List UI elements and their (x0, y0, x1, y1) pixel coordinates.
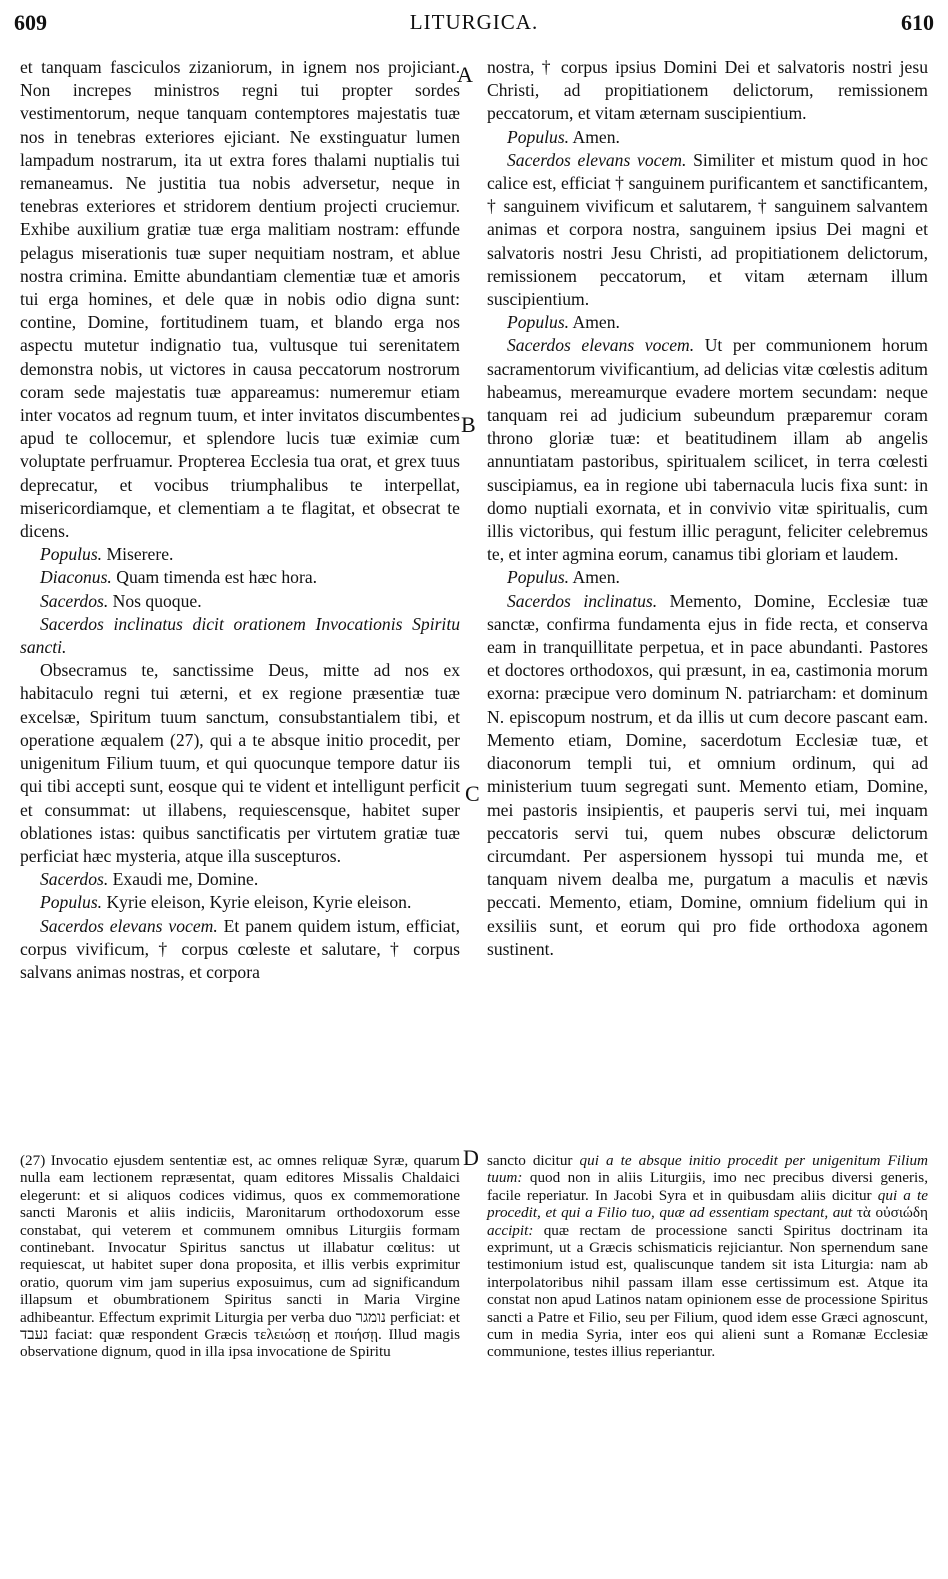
paragraph-text: Kyrie eleison, Kyrie eleison, Kyrie eleison. (102, 892, 412, 913)
footnote-right (487, 1152, 928, 1361)
paragraph (20, 590, 460, 613)
paragraph (20, 659, 460, 868)
speaker-rubric: Sacerdos. (40, 869, 109, 890)
paragraph-text: Amen. (569, 567, 620, 588)
paragraph (20, 613, 460, 659)
paragraph-text: nostra, † corpus ipsius Domini Dei et salvatoris nostri jesu Christi, ad propitiationem delictorum, remissionem peccatorum, et vitam æternam suscipientium. (487, 57, 928, 124)
paragraph (487, 126, 928, 149)
footnote-segment: quæ rectam de processione sancti Spiritus doctrinam ita exprimunt, ut a Græcis schismaticis rejiciantur. Non spernendum sane testimonium istud est, qualiscunque tandem sit ista Liturgia: nam ab interpolatoribus nihil passam illam esse certissimum est. Atque ita constat non apud Latinos natam opinionem esse de processione Spiritus sancti a Patre et Filio, seu per Filium, quod idem esse Græci agnoscunt, cum in media Syria, inter eos qui alieni sunt a Romanæ Ecclesiæ communione, testes illius reperiantur. (487, 1221, 928, 1361)
paragraph-text: Amen. (569, 126, 620, 147)
paragraph-text: Et panem quidem istum, efficiat, corpus vivificum, † corpus cœleste et salutare, † corpus salvans animas nostras, et corpora (20, 915, 460, 982)
speaker-rubric: Populus. (507, 312, 570, 333)
footnote-text (487, 1152, 928, 1361)
margin-marker-a: A (457, 62, 473, 87)
paragraph (487, 590, 928, 961)
page-number-right: 610 (901, 10, 934, 35)
paragraph (487, 149, 928, 311)
paragraph (487, 56, 928, 126)
paragraph (487, 311, 928, 334)
speaker-rubric: Populus. (40, 544, 103, 565)
paragraph (20, 915, 460, 985)
speaker-rubric: Populus. (40, 892, 103, 913)
footnote-left (20, 1152, 460, 1361)
speaker-rubric: Sacerdos inclinatus dicit orationem Invocationis Spiritu sancti. (20, 613, 460, 658)
paragraph (487, 334, 928, 566)
footnote-quote: qui a te procedit, et qui a Filio tuo, quæ ad essentiam spectant, aut (487, 1186, 929, 1222)
paragraph-text: Similiter et mistum quod in hoc calice est, efficiat † sanguinem purificantem et sanctificantem, † sanguinem vivificum et salutarem, † sanguinem salvantem animas et corpora nostra, sanguinem ipsius Dei magni et salvatoris nostri Jesu Christi, ad propitiationem delictorum, remissionem peccatorum, et vitam æternam illum suscipientium. (487, 149, 928, 310)
speaker-rubric: Populus. (507, 126, 570, 147)
footnote-segment: τὰ οὐσιώδη (852, 1204, 928, 1222)
paragraph-text: Exaudi me, Domine. (108, 869, 259, 890)
speaker-rubric: Sacerdos. (40, 590, 109, 611)
speaker-rubric: Sacerdos elevans vocem. (40, 915, 218, 936)
right-column (487, 56, 928, 961)
running-title: LITURGICA. (409, 10, 539, 34)
footnote-segment: quod non in aliis Liturgiis, imo nec precibus diversi generis, facile reperiatur. In Jacobi Syra et in quibusdam aliis dicitur (487, 1169, 928, 1204)
paragraph-text: Memento, Domine, Ecclesiæ tuæ sanctæ, confirma fundamenta ejus in fide recta, et conserva eam in tranquillitate perpetua, et in pace abundanti. Pastores et doctores orthodoxos, qui præsunt, in ea, castimonia morum exorna: præcipue vero dominum N. patriarcham: et dominum N. episcopum nostrum, et da illis ut cum decore pascant eam. Memento etiam, Domine, sacerdotum Ecclesiæ tuæ, et diaconorum templi tui, et omnium ordinum, qui ad ministerium tuum segregati sunt. Memento etiam, Domine, mei pastoris insipientis, et pauperis servi tui, mei inquam peccatoris servi tui, quem nubes obscuræ delictorum circumdant. Per aspersionem hyssopi tui munda me, et tanquam nivem dealba me, purgatum a maculis et nævis peccati. Memento, etiam, Domine, omnium fidelium qui in exsiliis sunt, et eorum qui pro fide orthodoxa agonem sustinent. (487, 590, 928, 959)
paragraph-text: Quam timenda est hæc hora. (111, 567, 318, 588)
paragraph-text: Nos quoque. (108, 590, 202, 611)
speaker-rubric: Sacerdos elevans vocem. (507, 335, 695, 356)
margin-marker-b: B (461, 412, 476, 437)
footnote-quote: accipit: (487, 1221, 534, 1239)
paragraph (487, 566, 928, 589)
footnote-text: (27) Invocatio ejusdem sententiæ est, ac omnes reliquæ Syræ, quarum nulla eam lectionem repræsentat, quam editores Missalis Chaldaici elegerunt: et si aliquos codices vidimus, quos ex commemoratione sancti Maronis et aliis indiciis, Maronitarum orthodoxorum esse constabat, qui veterem et communem omnibus Liturgiis formam continebant. Invocatur Spiritus sanctus ut illabatur cœlitus: ut requiescat, ut habitet super dona proposita, et illis verbis exprimitur oratio, quorum vim jam superius exposuimus, cum ad significandum illapsum et obumbrationem Spiritus sancti in Maria Virgine adhibeantur. Effectum exprimit Liturgia per verba duo נומגר perficiat: et נעבד faciat: quæ respondent Græcis τελειώσῃ et ποιήσῃ. Illud magis observatione dignum, quod in illa ipsa invocatione de Spiritu (20, 1152, 460, 1361)
speaker-rubric: Populus. (507, 567, 570, 588)
paragraph (20, 543, 460, 566)
paragraph (20, 566, 460, 589)
page-header (14, 10, 934, 44)
paragraph-text: Amen. (569, 312, 620, 333)
left-column (20, 56, 460, 984)
margin-marker-d: D (463, 1145, 479, 1170)
paragraph-text: Obsecramus te, sanctissime Deus, mitte ad nos ex habitaculo regni tui æterni, et ex regione præsentiæ tuæ excelsæ, Spiritum tuum sanctum, consubstantialem tibi, et operatione æqualem (27), qui a te absque initio procedit, per unigenitum Filium tuum, et qui quocunque tempore datur iis qui tibi accepti sunt, eosque qui te vident et intelligunt perficit et consummat: ut illabens, requiescensque, habitet super oblationes istas: quibus sanctificatis per virtutem gratiæ tuæ perficiat hæc mysteria, atque illa suscepturos. (20, 660, 460, 866)
footnote-segment: sancto dicitur (487, 1152, 580, 1169)
speaker-rubric: Sacerdos inclinatus. (507, 590, 658, 611)
speaker-rubric: Diaconus. (40, 567, 112, 588)
margin-marker-c: C (465, 781, 480, 806)
page-number-left: 609 (14, 10, 47, 35)
paragraph-text: Ut per communionem horum sacramentorum vivificantium, ad delicias vitæ cœlestis aditum habeamus, mereamurque evadere mortem secundam: neque tanquam rei ad judicium subeundum præparemur coram throno gloriæ tuæ: et beatitudinem illam ab angelis annuntiatam pastoribus, spiritualem scilicet, in terra cœlesti suscipiamus, ea in regione ubi tabernacula lucis fixa sunt: in domo nuptiali exornata, et in convivio vitæ spiritualis, cum illis victoribus, qui festum illic peragunt, feliciter celebremus te, et inter agmina eorum, canamus tibi gloriam et laudem. (487, 335, 928, 565)
paragraph-text: et tanquam fasciculos zizaniorum, in ignem nos projiciant. Non increpes ministros regni tui propter sordes vestimentorum, neque tanquam contemptores majestatis tuæ nos in tenebras exteriores ejiciant. Ne exstinguatur lumen lampadum nostrarum, ita ut extra fores thalami nuptialis tui remaneamus. Ne justitia tua nobis adversetur, neque in tenebras exteriores et stridorem dentium projecti cruciemur. Exhibe auxilium gratiæ tuæ erga malitiam nostram: effunde pelagus miserationis tuæ super nequitiam nostram, et ablue nostra crimina. Emitte abundantiam clementiæ tuæ et amoris tui erga homines, et dele quæ in nobis odio digna sunt: contine, Domine, fortitudinem tuam, et blando erga nos aspectu mutetur indignatio tua, vultusque tui serenitatem demonstra nobis, ut victores in causa peccatorum nostrorum coram sede majestatis tuæ appareamus: numeremur etiam inter vocatos ad regnum tuum, et inter invitatos discumbentes apud te collocemur, et splendore lucis tuæ eximiæ cum voluptate perfruamur. Propterea Ecclesia tua orat, et grex tuus deprecatur, et vocibus triumphalibus te interpellat, misericordiamque, et clementiam a te flagitat, et obsecrat te dicens. (20, 57, 460, 542)
paragraph (20, 891, 460, 914)
speaker-rubric: Sacerdos elevans vocem. (507, 149, 687, 170)
paragraph (20, 868, 460, 891)
paragraph-text: Miserere. (102, 544, 174, 565)
footnote-quote: qui a te absque initio procedit per unigenitum Filium tuum: (487, 1152, 928, 1187)
paragraph (20, 56, 460, 543)
